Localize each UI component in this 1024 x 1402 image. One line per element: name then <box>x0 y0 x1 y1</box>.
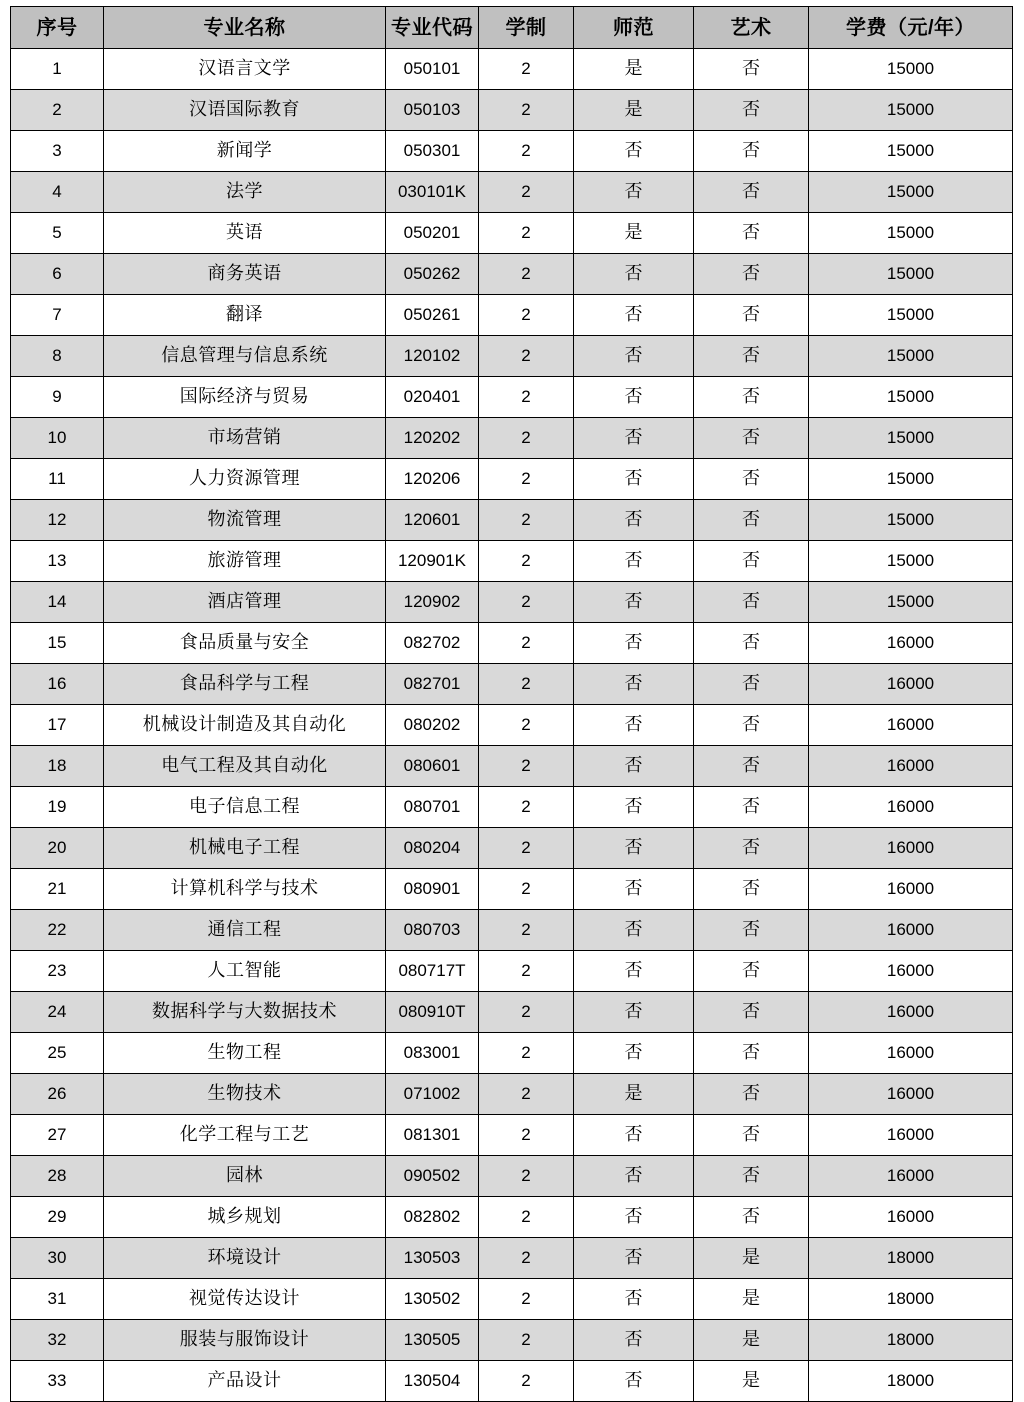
cell-fee: 16000 <box>809 787 1013 828</box>
cell-fee: 16000 <box>809 992 1013 1033</box>
cell-art: 否 <box>694 541 809 582</box>
cell-name: 食品科学与工程 <box>104 664 386 705</box>
cell-fee: 16000 <box>809 664 1013 705</box>
cell-fee: 15000 <box>809 541 1013 582</box>
cell-normal: 否 <box>574 459 694 500</box>
cell-fee: 15000 <box>809 582 1013 623</box>
cell-normal: 是 <box>574 49 694 90</box>
cell-index: 32 <box>11 1320 104 1361</box>
cell-fee: 15000 <box>809 254 1013 295</box>
cell-art: 否 <box>694 910 809 951</box>
cell-code: 080204 <box>386 828 479 869</box>
cell-years: 2 <box>479 213 574 254</box>
cell-years: 2 <box>479 295 574 336</box>
table-row <box>11 828 1013 869</box>
cell-name: 电子信息工程 <box>104 787 386 828</box>
cell-code: 082701 <box>386 664 479 705</box>
cell-art: 否 <box>694 418 809 459</box>
cell-code: 050262 <box>386 254 479 295</box>
table-row <box>11 1156 1013 1197</box>
table-row <box>11 541 1013 582</box>
cell-name: 园林 <box>104 1156 386 1197</box>
cell-index: 13 <box>11 541 104 582</box>
cell-fee: 16000 <box>809 1197 1013 1238</box>
cell-fee: 16000 <box>809 1033 1013 1074</box>
cell-art: 否 <box>694 254 809 295</box>
cell-index: 15 <box>11 623 104 664</box>
cell-normal: 是 <box>574 90 694 131</box>
table-row <box>11 787 1013 828</box>
cell-fee: 15000 <box>809 377 1013 418</box>
cell-index: 23 <box>11 951 104 992</box>
cell-code: 020401 <box>386 377 479 418</box>
cell-years: 2 <box>479 418 574 459</box>
cell-years: 2 <box>479 336 574 377</box>
table-row <box>11 623 1013 664</box>
cell-years: 2 <box>479 1074 574 1115</box>
cell-code: 071002 <box>386 1074 479 1115</box>
table-row <box>11 90 1013 131</box>
cell-code: 120601 <box>386 500 479 541</box>
cell-years: 2 <box>479 828 574 869</box>
cell-code: 050201 <box>386 213 479 254</box>
cell-index: 28 <box>11 1156 104 1197</box>
table-row <box>11 1074 1013 1115</box>
cell-code: 080701 <box>386 787 479 828</box>
cell-code: 080717T <box>386 951 479 992</box>
cell-years: 2 <box>479 254 574 295</box>
cell-name: 国际经济与贸易 <box>104 377 386 418</box>
cell-years: 2 <box>479 1238 574 1279</box>
cell-art: 是 <box>694 1238 809 1279</box>
table-row <box>11 1238 1013 1279</box>
cell-index: 2 <box>11 90 104 131</box>
cell-index: 8 <box>11 336 104 377</box>
cell-art: 否 <box>694 131 809 172</box>
column-header-fee: 学费（元/年） <box>809 7 1013 49</box>
cell-normal: 否 <box>574 1197 694 1238</box>
cell-fee: 16000 <box>809 746 1013 787</box>
cell-code: 120202 <box>386 418 479 459</box>
cell-art: 否 <box>694 664 809 705</box>
table-row <box>11 1279 1013 1320</box>
cell-code: 081301 <box>386 1115 479 1156</box>
cell-years: 2 <box>479 746 574 787</box>
cell-normal: 否 <box>574 869 694 910</box>
cell-art: 否 <box>694 336 809 377</box>
cell-normal: 否 <box>574 1238 694 1279</box>
cell-name: 生物技术 <box>104 1074 386 1115</box>
cell-normal: 否 <box>574 1156 694 1197</box>
cell-index: 12 <box>11 500 104 541</box>
cell-code: 050301 <box>386 131 479 172</box>
cell-index: 17 <box>11 705 104 746</box>
cell-index: 31 <box>11 1279 104 1320</box>
table-row <box>11 910 1013 951</box>
cell-fee: 15000 <box>809 295 1013 336</box>
cell-years: 2 <box>479 623 574 664</box>
cell-index: 25 <box>11 1033 104 1074</box>
table-row <box>11 172 1013 213</box>
cell-code: 083001 <box>386 1033 479 1074</box>
cell-code: 082802 <box>386 1197 479 1238</box>
cell-name: 人工智能 <box>104 951 386 992</box>
cell-years: 2 <box>479 582 574 623</box>
cell-code: 130504 <box>386 1361 479 1402</box>
cell-normal: 否 <box>574 828 694 869</box>
cell-code: 050101 <box>386 49 479 90</box>
cell-name: 数据科学与大数据技术 <box>104 992 386 1033</box>
table-row <box>11 705 1013 746</box>
cell-index: 4 <box>11 172 104 213</box>
cell-art: 否 <box>694 49 809 90</box>
cell-art: 否 <box>694 787 809 828</box>
table-row <box>11 49 1013 90</box>
cell-art: 否 <box>694 1156 809 1197</box>
cell-art: 否 <box>694 459 809 500</box>
cell-index: 20 <box>11 828 104 869</box>
cell-fee: 16000 <box>809 1074 1013 1115</box>
cell-normal: 否 <box>574 1361 694 1402</box>
table-row <box>11 992 1013 1033</box>
cell-normal: 否 <box>574 377 694 418</box>
cell-fee: 15000 <box>809 213 1013 254</box>
cell-years: 2 <box>479 910 574 951</box>
cell-index: 33 <box>11 1361 104 1402</box>
table-row <box>11 336 1013 377</box>
table-row <box>11 1115 1013 1156</box>
cell-years: 2 <box>479 992 574 1033</box>
cell-code: 120902 <box>386 582 479 623</box>
table-row <box>11 869 1013 910</box>
cell-art: 否 <box>694 951 809 992</box>
cell-normal: 否 <box>574 336 694 377</box>
cell-name: 商务英语 <box>104 254 386 295</box>
cell-code: 130502 <box>386 1279 479 1320</box>
cell-years: 2 <box>479 1197 574 1238</box>
cell-name: 服装与服饰设计 <box>104 1320 386 1361</box>
cell-code: 080901 <box>386 869 479 910</box>
cell-years: 2 <box>479 172 574 213</box>
cell-fee: 15000 <box>809 418 1013 459</box>
majors-table-container <box>10 6 1012 1402</box>
cell-name: 产品设计 <box>104 1361 386 1402</box>
cell-normal: 否 <box>574 1279 694 1320</box>
table-row <box>11 131 1013 172</box>
table-row <box>11 295 1013 336</box>
cell-years: 2 <box>479 787 574 828</box>
cell-name: 新闻学 <box>104 131 386 172</box>
cell-art: 否 <box>694 828 809 869</box>
cell-index: 27 <box>11 1115 104 1156</box>
table-row <box>11 582 1013 623</box>
cell-art: 否 <box>694 1197 809 1238</box>
cell-fee: 15000 <box>809 49 1013 90</box>
cell-index: 14 <box>11 582 104 623</box>
cell-fee: 15000 <box>809 336 1013 377</box>
cell-art: 否 <box>694 623 809 664</box>
table-row <box>11 254 1013 295</box>
cell-years: 2 <box>479 90 574 131</box>
cell-index: 3 <box>11 131 104 172</box>
cell-years: 2 <box>479 500 574 541</box>
cell-art: 否 <box>694 705 809 746</box>
cell-fee: 18000 <box>809 1361 1013 1402</box>
column-header-code: 专业代码 <box>386 7 479 49</box>
table-row <box>11 1361 1013 1402</box>
majors-tuition-table <box>10 6 1013 1402</box>
cell-code: 120901K <box>386 541 479 582</box>
cell-name: 翻译 <box>104 295 386 336</box>
cell-code: 080910T <box>386 992 479 1033</box>
cell-index: 30 <box>11 1238 104 1279</box>
cell-art: 否 <box>694 90 809 131</box>
cell-code: 050103 <box>386 90 479 131</box>
table-row <box>11 746 1013 787</box>
cell-art: 否 <box>694 582 809 623</box>
table-row <box>11 377 1013 418</box>
cell-art: 否 <box>694 295 809 336</box>
cell-index: 1 <box>11 49 104 90</box>
cell-years: 2 <box>479 377 574 418</box>
cell-years: 2 <box>479 1361 574 1402</box>
table-header <box>11 7 1013 49</box>
cell-years: 2 <box>479 951 574 992</box>
cell-index: 11 <box>11 459 104 500</box>
cell-name: 城乡规划 <box>104 1197 386 1238</box>
cell-normal: 否 <box>574 787 694 828</box>
cell-index: 26 <box>11 1074 104 1115</box>
cell-normal: 否 <box>574 418 694 459</box>
cell-code: 030101K <box>386 172 479 213</box>
cell-normal: 是 <box>574 213 694 254</box>
cell-years: 2 <box>479 541 574 582</box>
cell-years: 2 <box>479 705 574 746</box>
cell-fee: 15000 <box>809 459 1013 500</box>
cell-code: 080601 <box>386 746 479 787</box>
cell-name: 机械设计制造及其自动化 <box>104 705 386 746</box>
cell-name: 市场营销 <box>104 418 386 459</box>
cell-years: 2 <box>479 869 574 910</box>
cell-index: 6 <box>11 254 104 295</box>
cell-name: 旅游管理 <box>104 541 386 582</box>
table-row <box>11 213 1013 254</box>
cell-name: 汉语言文学 <box>104 49 386 90</box>
cell-index: 16 <box>11 664 104 705</box>
cell-years: 2 <box>479 1115 574 1156</box>
cell-art: 是 <box>694 1279 809 1320</box>
cell-fee: 15000 <box>809 90 1013 131</box>
cell-code: 080703 <box>386 910 479 951</box>
cell-fee: 16000 <box>809 869 1013 910</box>
cell-normal: 否 <box>574 1033 694 1074</box>
cell-art: 否 <box>694 992 809 1033</box>
cell-fee: 15000 <box>809 131 1013 172</box>
cell-name: 环境设计 <box>104 1238 386 1279</box>
cell-index: 10 <box>11 418 104 459</box>
cell-normal: 否 <box>574 746 694 787</box>
cell-years: 2 <box>479 1320 574 1361</box>
cell-name: 食品质量与安全 <box>104 623 386 664</box>
cell-fee: 15000 <box>809 172 1013 213</box>
cell-name: 信息管理与信息系统 <box>104 336 386 377</box>
column-header-name: 专业名称 <box>104 7 386 49</box>
cell-name: 通信工程 <box>104 910 386 951</box>
cell-years: 2 <box>479 49 574 90</box>
cell-years: 2 <box>479 1033 574 1074</box>
cell-name: 英语 <box>104 213 386 254</box>
cell-art: 否 <box>694 213 809 254</box>
cell-code: 080202 <box>386 705 479 746</box>
table-row <box>11 1033 1013 1074</box>
cell-index: 19 <box>11 787 104 828</box>
cell-normal: 是 <box>574 1074 694 1115</box>
column-header-years: 学制 <box>479 7 574 49</box>
cell-code: 120102 <box>386 336 479 377</box>
cell-years: 2 <box>479 664 574 705</box>
cell-fee: 16000 <box>809 705 1013 746</box>
cell-normal: 否 <box>574 705 694 746</box>
table-row <box>11 1320 1013 1361</box>
cell-fee: 16000 <box>809 623 1013 664</box>
cell-normal: 否 <box>574 664 694 705</box>
cell-fee: 16000 <box>809 1115 1013 1156</box>
table-row <box>11 664 1013 705</box>
cell-code: 120206 <box>386 459 479 500</box>
cell-normal: 否 <box>574 131 694 172</box>
cell-normal: 否 <box>574 172 694 213</box>
cell-fee: 16000 <box>809 951 1013 992</box>
cell-fee: 18000 <box>809 1320 1013 1361</box>
cell-name: 电气工程及其自动化 <box>104 746 386 787</box>
cell-normal: 否 <box>574 910 694 951</box>
cell-name: 机械电子工程 <box>104 828 386 869</box>
cell-index: 22 <box>11 910 104 951</box>
cell-name: 物流管理 <box>104 500 386 541</box>
cell-code: 082702 <box>386 623 479 664</box>
cell-fee: 16000 <box>809 828 1013 869</box>
cell-art: 否 <box>694 172 809 213</box>
cell-art: 否 <box>694 1115 809 1156</box>
cell-fee: 18000 <box>809 1279 1013 1320</box>
cell-fee: 16000 <box>809 1156 1013 1197</box>
cell-art: 否 <box>694 1033 809 1074</box>
column-header-index: 序号 <box>11 7 104 49</box>
table-row <box>11 951 1013 992</box>
cell-name: 法学 <box>104 172 386 213</box>
cell-name: 人力资源管理 <box>104 459 386 500</box>
cell-code: 090502 <box>386 1156 479 1197</box>
cell-normal: 否 <box>574 254 694 295</box>
cell-art: 否 <box>694 500 809 541</box>
cell-normal: 否 <box>574 500 694 541</box>
cell-name: 化学工程与工艺 <box>104 1115 386 1156</box>
table-body <box>11 49 1013 1402</box>
cell-normal: 否 <box>574 1115 694 1156</box>
cell-fee: 18000 <box>809 1238 1013 1279</box>
cell-name: 酒店管理 <box>104 582 386 623</box>
cell-years: 2 <box>479 459 574 500</box>
cell-index: 5 <box>11 213 104 254</box>
cell-index: 7 <box>11 295 104 336</box>
cell-name: 生物工程 <box>104 1033 386 1074</box>
table-header-row <box>11 7 1013 49</box>
cell-name: 视觉传达设计 <box>104 1279 386 1320</box>
cell-art: 是 <box>694 1361 809 1402</box>
cell-art: 否 <box>694 869 809 910</box>
cell-normal: 否 <box>574 951 694 992</box>
table-row <box>11 418 1013 459</box>
cell-index: 29 <box>11 1197 104 1238</box>
cell-years: 2 <box>479 1156 574 1197</box>
cell-code: 050261 <box>386 295 479 336</box>
table-row <box>11 500 1013 541</box>
cell-normal: 否 <box>574 623 694 664</box>
cell-code: 130503 <box>386 1238 479 1279</box>
cell-index: 24 <box>11 992 104 1033</box>
cell-name: 汉语国际教育 <box>104 90 386 131</box>
cell-fee: 16000 <box>809 910 1013 951</box>
column-header-art: 艺术 <box>694 7 809 49</box>
table-row <box>11 1197 1013 1238</box>
cell-normal: 否 <box>574 582 694 623</box>
cell-art: 否 <box>694 377 809 418</box>
cell-normal: 否 <box>574 1320 694 1361</box>
cell-name: 计算机科学与技术 <box>104 869 386 910</box>
cell-fee: 15000 <box>809 500 1013 541</box>
cell-art: 否 <box>694 746 809 787</box>
cell-code: 130505 <box>386 1320 479 1361</box>
cell-index: 9 <box>11 377 104 418</box>
table-row <box>11 459 1013 500</box>
cell-art: 是 <box>694 1320 809 1361</box>
cell-index: 18 <box>11 746 104 787</box>
cell-years: 2 <box>479 1279 574 1320</box>
column-header-normal: 师范 <box>574 7 694 49</box>
cell-normal: 否 <box>574 295 694 336</box>
cell-years: 2 <box>479 131 574 172</box>
cell-index: 21 <box>11 869 104 910</box>
cell-normal: 否 <box>574 541 694 582</box>
cell-normal: 否 <box>574 992 694 1033</box>
cell-art: 否 <box>694 1074 809 1115</box>
